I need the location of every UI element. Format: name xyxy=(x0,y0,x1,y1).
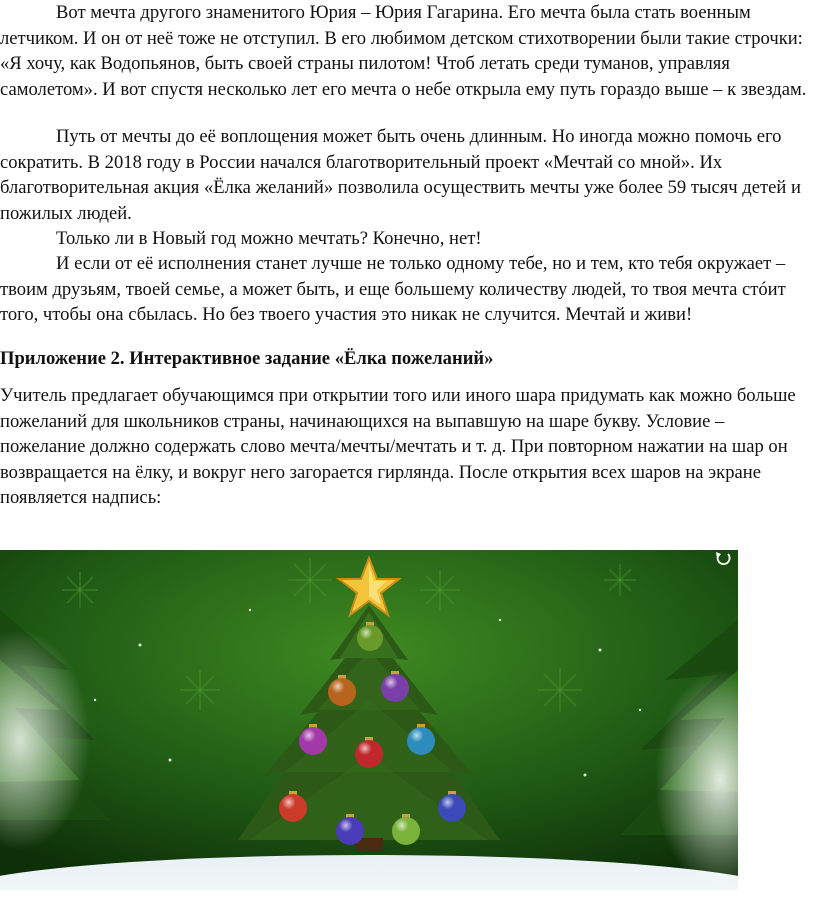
paragraph-new-year-question: Только ли в Новый год можно мечтать? Конечно, нет! xyxy=(56,228,482,249)
appendix-heading: Приложение 2. Интерактивное задание «Ёлка пожеланий» xyxy=(0,348,494,369)
paragraph-gagarin: Вот мечта другого знаменитого Юрия – Юрия Гагарина. Его мечта была стать военным летчиком. И он от неё тоже не отступил. В его любимом детском стихотворении были такие строчки: «Я хочу, как Водопьянов, быть своей страны пилотом! Чтоб летать среди туманов, управляя самолетом». И вот спустя несколько лет его мечта о небе открыла ему путь гораздо выше – к звездам. xyxy=(0,2,807,100)
paragraph-dream-conclusion: И если от её исполнения станет лучше не только одному тебе, но и тем, кто тебя окружает – твоим друзьям, твоей семье, а может быть, и еще большему количеству людей, то твоя мечта стóит того, чтобы она сбылась. Но без твоего участия это никак не случится. Мечтай и живи! xyxy=(0,253,786,325)
paragraph-charity-project: Путь от мечты до её воплощения может быть очень длинным. Но иногда можно помочь его сократить. В 2018 году в России начался благотворительный проект «Мечтай со мной». Их благотворительная акция «Ёлка желаний» позволила осуществить мечты уже более 59 тысяч детей и пожилых людей. xyxy=(0,126,801,224)
paragraph-task-description: Учитель предлагает обучающимся при открытии того или иного шара придумать как можно больше пожеланий для школьников страны, начинающихся на выпавшую на шаре букву. Условие – пожелание должно содержать слово мечта/мечты/мечтать и т. д. При повторном нажатии на шар он возвращается на ёлку, и вокруг него загорается гирлянда. После открытия всех шаров на экране появляется надпись: xyxy=(0,385,796,508)
christmas-tree-illustration xyxy=(0,550,738,890)
